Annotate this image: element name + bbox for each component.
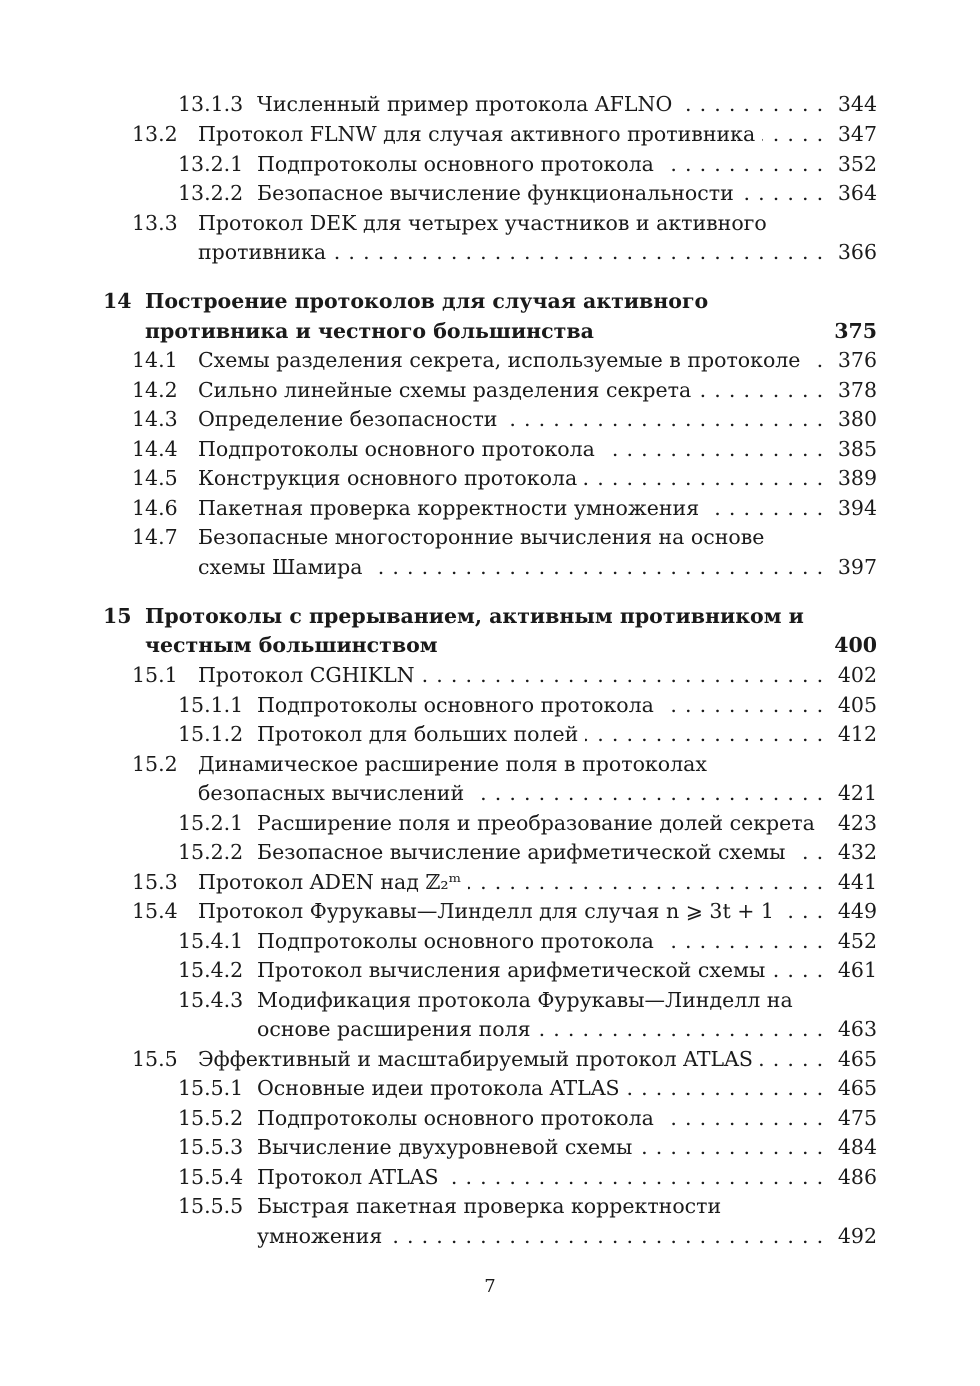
toc-entry-title: Расширение поля и преобразование долей секрета [257,811,822,835]
toc-entry[interactable] [0,778,980,808]
toc-chapter-entry[interactable] [0,630,980,660]
toc-entry-title-wrap [198,867,824,897]
toc-entry-page: 405 [837,693,877,717]
toc-entry-title: схемы Шамира [198,555,370,579]
toc-entry-title-wrap [198,1044,824,1074]
toc-entry-title-wrap [198,896,824,926]
toc-entry-title: Протокол вычисления арифметической схемы [257,958,772,982]
toc-entry[interactable] [0,89,980,119]
toc-entry-title-wrap [257,1103,824,1133]
toc-entry-page: 452 [837,929,877,953]
toc-chapter-entry[interactable] [0,601,980,631]
toc-entry-title: Подпротоколы основного протокола [257,152,661,176]
toc-entry-page: 465 [837,1076,877,1100]
toc-entry[interactable] [0,1191,980,1221]
toc-entry-title: Протокол для больших полей [257,722,585,746]
toc-entry-title: Протокол Фурукавы—Линделл для случая n ⩾ 3t + 1 [198,899,781,923]
toc-entry-title: основе расширения поля [257,1017,538,1041]
toc-entry[interactable] [0,493,980,523]
toc-entry-title-wrap [257,955,824,985]
toc-entry[interactable] [0,808,980,838]
toc-entry-number: 14.2 [132,378,178,402]
toc-entry[interactable] [0,404,980,434]
toc-entry-number: 15 [103,604,132,628]
toc-entry-number: 15.5.5 [178,1194,244,1218]
toc-entry-number: 14.5 [132,466,178,490]
toc-entry-title-wrap [198,375,824,405]
toc-entry[interactable] [0,434,980,464]
toc-entry-title-wrap [257,89,824,119]
toc-entry[interactable] [0,149,980,179]
toc-entry[interactable] [0,955,980,985]
toc-entry-page: 344 [837,92,877,116]
toc-entry[interactable] [0,837,980,867]
toc-entry-title-wrap [198,345,824,375]
page-number: 7 [484,1276,496,1297]
toc-entry-title-wrap [257,719,824,749]
toc-entry-title: Основные идеи протокола ATLAS [257,1076,627,1100]
toc-entry-title: умножения [257,1224,389,1248]
toc-entry-title: Быстрая пакетная проверка корректности [257,1194,728,1218]
toc-entry-title: Численный пример протокола AFLNO [257,92,679,116]
toc-entry[interactable] [0,119,980,149]
toc-entry-number: 15.1 [132,663,178,687]
toc-entry-title-wrap [198,404,824,434]
toc-entry-title-wrap [198,522,824,552]
toc-entry-title: Эффективный и масштабируемый протокол ATLAS [198,1047,760,1071]
toc-entry-number: 15.4.2 [178,958,244,982]
toc-entry-title-wrap [198,493,824,523]
toc-entry[interactable] [0,1044,980,1074]
toc-entry-number: 15.4.3 [178,988,244,1012]
toc-entry-page: 423 [837,811,877,835]
toc-entry-title: Подпротоколы основного протокола [198,437,602,461]
toc-entry-number: 15.5.2 [178,1106,244,1130]
toc-entry-title-wrap [198,434,824,464]
toc-entry-title-wrap [257,985,824,1015]
toc-entry[interactable] [0,178,980,208]
toc-entry-number: 13.2.1 [178,152,244,176]
toc-entry-page: 463 [837,1017,877,1041]
toc-entry-title-wrap [145,286,845,316]
toc-entry-page: 421 [837,781,877,805]
toc-chapter-entry[interactable] [0,286,980,316]
toc-entry-number: 13.2 [132,122,178,146]
toc-entry-title: Подпротоколы основного протокола [257,1106,661,1130]
toc-entry-page: 347 [837,122,877,146]
toc-entry[interactable] [0,1221,980,1251]
toc-entry-title-wrap [257,1162,824,1192]
toc-entry-title: Модификация протокола Фурукавы—Линделл на [257,988,800,1012]
toc-entry-page: 380 [837,407,877,431]
toc-entry-title: Пакетная проверка корректности умножения [198,496,706,520]
toc-entry[interactable] [0,1073,980,1103]
toc-entry-title-wrap [257,1014,824,1044]
toc-entry-title-wrap [257,1191,824,1221]
toc-entry[interactable] [0,552,980,582]
toc-entry-page: 441 [837,870,877,894]
toc-entry[interactable] [0,719,980,749]
toc-entry-page: 397 [837,555,877,579]
toc-entry-number: 14.7 [132,525,178,549]
toc-entry-number: 14.4 [132,437,178,461]
toc-chapter-entry[interactable] [0,316,980,346]
toc-entry-number: 15.1.2 [178,722,244,746]
toc-entry[interactable] [0,522,980,552]
toc-entry[interactable] [0,1103,980,1133]
toc-entry-title: Протокол ADEN над ℤ₂ᵐ [198,870,468,894]
toc-entry-page: 375 [834,319,877,343]
toc-entry[interactable] [0,1014,980,1044]
toc-entry-title-wrap [198,208,824,238]
toc-entry[interactable] [0,985,980,1015]
toc-entry[interactable] [0,867,980,897]
toc-entry-title: Подпротоколы основного протокола [257,693,661,717]
toc-entry-page: 394 [837,496,877,520]
toc-entry-page: 389 [837,466,877,490]
toc-entry-page: 461 [837,958,877,982]
toc-entry-number: 14.1 [132,348,178,372]
toc-entry-title-wrap [257,1132,824,1162]
toc-entry-title-wrap [257,1221,824,1251]
toc-entry-title: Безопасное вычисление функциональности [257,181,741,205]
toc-entry-title: Вычисление двухуровневой схемы [257,1135,639,1159]
toc-entry[interactable] [0,660,980,690]
toc-entry-number: 14.3 [132,407,178,431]
toc-entry-title-wrap [257,690,824,720]
toc-entry-number: 15.5.3 [178,1135,244,1159]
toc-entry-title: Определение безопасности [198,407,504,431]
toc-entry-title-wrap [257,149,824,179]
toc-entry-page: 475 [837,1106,877,1130]
toc-entry-title-wrap [145,316,845,346]
toc-entry-title: Построение протоколов для случая активного [145,289,715,313]
toc-entry-number: 15.1.1 [178,693,244,717]
toc-entry-number: 13.2.2 [178,181,244,205]
toc-entry-title: Сильно линейные схемы разделения секрета [198,378,698,402]
toc-entry-title: Протокол CGHIKLN [198,663,422,687]
toc-entry-number: 13.3 [132,211,178,235]
toc-entry-title-wrap [198,749,824,779]
toc-entry-number: 13.1.3 [178,92,244,116]
toc-entry-page: 449 [837,899,877,923]
toc-entry-page: 432 [837,840,877,864]
toc-entry-page: 465 [837,1047,877,1071]
toc-entry-title: честным большинством [145,633,445,657]
toc-entry[interactable] [0,690,980,720]
toc-entry[interactable] [0,1162,980,1192]
toc-entry-number: 15.2.2 [178,840,244,864]
toc-entry[interactable] [0,926,980,956]
toc-entry-number: 15.2.1 [178,811,244,835]
toc-entry-title-wrap [257,926,824,956]
toc-entry-title: Схемы разделения секрета, используемые в протоколе [198,348,807,372]
toc-entry-page: 402 [837,663,877,687]
toc-entry-title-wrap [198,552,824,582]
toc-entry-number: 15.4 [132,899,178,923]
toc-entry-title: Подпротоколы основного протокола [257,929,661,953]
toc-entry-title: Протокол FLNW для случая активного противника [198,122,762,146]
toc-entry-title-wrap [257,178,824,208]
toc-entry-title-wrap [145,630,845,660]
toc-entry[interactable] [0,208,980,238]
toc-entry-page: 378 [837,378,877,402]
toc-entry-number: 14.6 [132,496,178,520]
toc-entry-page: 366 [837,240,877,264]
toc-entry-number: 14 [103,289,132,313]
toc-entry[interactable] [0,1132,980,1162]
toc-entry-page: 400 [834,633,877,657]
toc-entry[interactable] [0,237,980,267]
toc-entry-title: Безопасные многосторонние вычисления на основе [198,525,771,549]
toc-entry-title: Динамическое расширение поля в протоколах [198,752,714,776]
toc-entry-title: безопасных вычислений [198,781,471,805]
toc-entry-title-wrap [257,808,824,838]
toc-entry[interactable] [0,375,980,405]
toc-entry-page: 486 [837,1165,877,1189]
toc-entry-title-wrap [198,660,824,690]
toc-entry-title-wrap [257,837,824,867]
toc-entry-title-wrap [198,237,824,267]
toc-entry-number: 15.5.4 [178,1165,244,1189]
toc-entry-page: 492 [837,1224,877,1248]
toc-entry-title: Безопасное вычисление арифметической схемы [257,840,793,864]
toc-entry[interactable] [0,749,980,779]
toc-entry-page: 412 [837,722,877,746]
toc-entry[interactable] [0,345,980,375]
toc-entry[interactable] [0,896,980,926]
toc-entry-title-wrap [198,463,824,493]
toc-entry-page: 364 [837,181,877,205]
toc-entry-page: 484 [837,1135,877,1159]
toc-entry-number: 15.3 [132,870,178,894]
toc-entry-number: 15.5.1 [178,1076,244,1100]
toc-entry-number: 15.4.1 [178,929,244,953]
toc-entry-title-wrap [198,119,824,149]
toc-entry-number: 15.5 [132,1047,178,1071]
toc-entry-title: Протокол ATLAS [257,1165,446,1189]
toc-entry-title: противника [198,240,333,264]
toc-entry-title: Протоколы с прерыванием, активным противником и [145,604,811,628]
toc-entry-number: 15.2 [132,752,178,776]
toc-entry-title-wrap [145,601,845,631]
toc-entry-page: 352 [837,152,877,176]
toc-entry-page: 385 [837,437,877,461]
toc-entry[interactable] [0,463,980,493]
toc-entry-page: 376 [837,348,877,372]
toc-entry-title-wrap [257,1073,824,1103]
toc-entry-title: противника и честного большинства [145,319,601,343]
toc-entry-title: Конструкция основного протокола [198,466,584,490]
toc-entry-title-wrap [198,778,824,808]
toc-entry-title: Протокол DEK для четырех участников и активного [198,211,774,235]
